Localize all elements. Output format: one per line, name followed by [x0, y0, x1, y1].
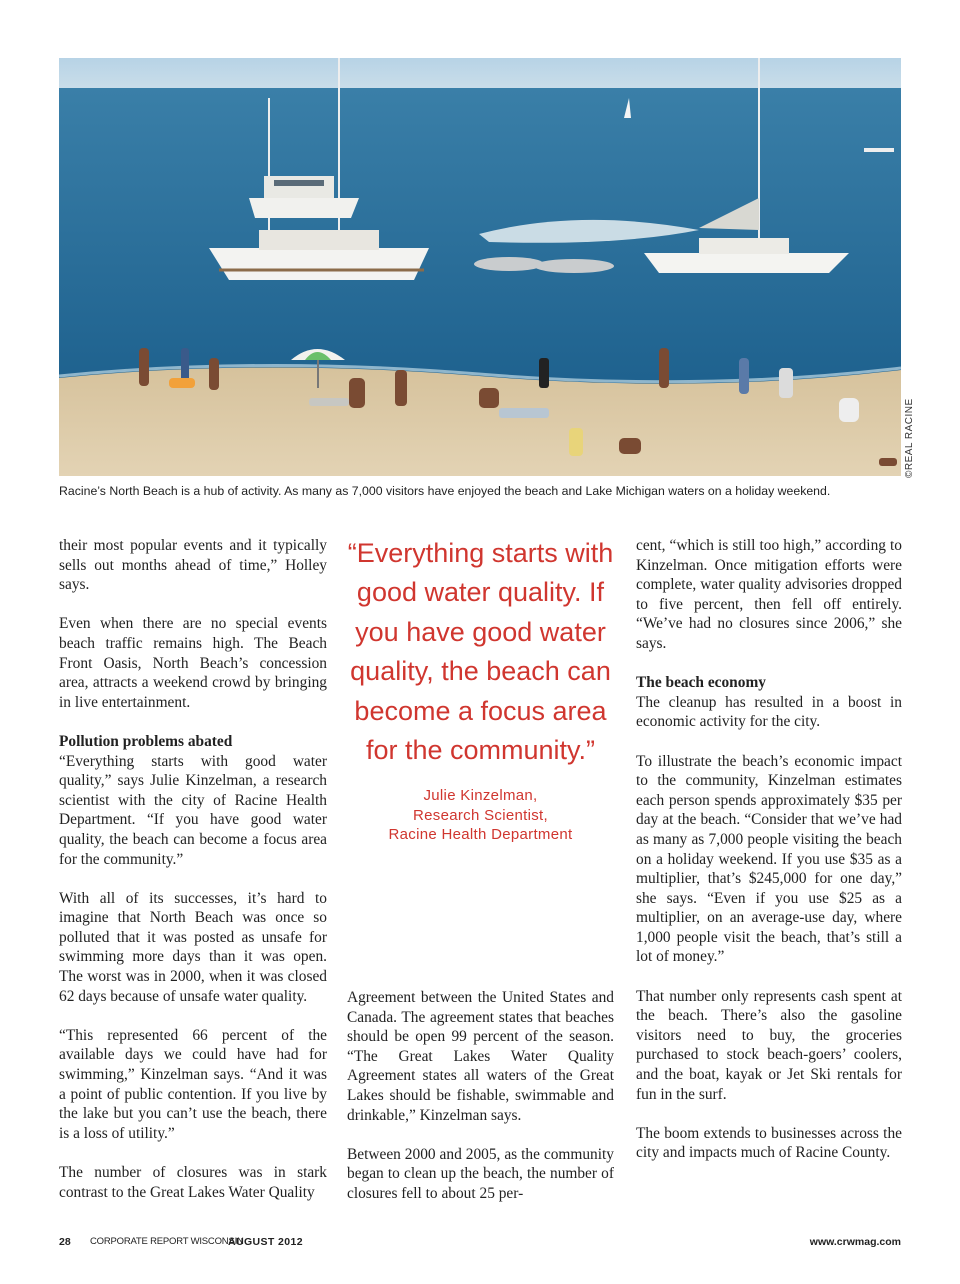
paragraph: The number of closures was in stark contrast to the Great Lakes Water Quality	[59, 1164, 327, 1201]
section-heading: Pollution problems abated	[59, 732, 233, 750]
paragraph: “This represented 66 percent of the available days we could have had for swimming,” Kinzelman says. “And it was a point of public contention. If you live by the lake but you can’t use the beach, there is a loss of utility.”	[59, 1026, 327, 1142]
paragraph: Between 2000 and 2005, as the community began to clean up the beach, the number of closures fell to about 25 per-	[347, 1145, 614, 1202]
pull-quote	[347, 534, 614, 845]
paragraph: With all of its successes, it’s hard to imagine that North Beach was once so polluted that it was posted as unsafe for swimming more days than it was open. The worst was in 2000, when it was closed 62 days because of unsafe water quality.	[59, 889, 327, 1005]
page-number: 28	[59, 1236, 71, 1248]
paragraph: The cleanup has resulted in a boost in economic activity for the city.	[636, 693, 902, 731]
photo-caption: Racine’s North Beach is a hub of activity. As many as 7,000 visitors have enjoyed the beach and Lake Michigan waters on a holiday weekend.	[59, 484, 831, 498]
article-column-3	[636, 536, 902, 1183]
paragraph: That number only represents cash spent at the beach. There’s also the gasoline visitors need to buy, the groceries purchased to stock beach-goers’ coolers, and the boat, kayak or Jet Ski rentals for fun in the surf.	[636, 987, 902, 1103]
paragraph: To illustrate the beach’s economic impact to the community, Kinzelman estimates each person spends approximately $35 per day at the beach. “Consider that we’ve had as many as 7,000 people visiting the beach on a holiday weekend. If you use $35 as a multiplier, that’s $245,000 for one day,” she says. “Even if you use $25 as a multiplier, on an average-use day, where 1,000 people visit the beach, that’s still a lot of money.”	[636, 752, 902, 966]
beach-photo	[59, 58, 901, 476]
paragraph: “Everything starts with good water quality,” says Julie Kinzelman, a research scientist with the city of Racine Health Department. “If you have good water quality, the beach can become a focus area for the community.”	[59, 752, 327, 868]
pull-quote-text: “Everything starts with good water quality. If you have good water quality, the beach can become a focus area for the community.”	[347, 538, 614, 766]
website-link[interactable]: www.crwmag.com	[809, 1236, 901, 1248]
article-column-2	[347, 988, 614, 1223]
attribution-name: Julie Kinzelman,	[423, 787, 538, 805]
issue-date: AUGUST 2012	[228, 1236, 304, 1248]
section-heading: The beach economy	[636, 674, 766, 692]
paragraph: their most popular events and it typically sells out months ahead of time,” Holley says.	[59, 537, 327, 594]
magazine-name: CORPORATE REPORT WISCONSIN	[90, 1236, 244, 1247]
attribution-title: Research Scientist,	[413, 806, 548, 824]
beach-illustration	[59, 58, 901, 476]
paragraph: cent, “which is still too high,” according to Kinzelman. Once mitigation efforts were complete, water quality advisories dropped to five percent, then fell off entirely. “We’ve had no closures since 2006,” she says.	[636, 537, 902, 652]
article-column-1	[59, 536, 327, 1222]
pull-quote-attribution	[347, 786, 614, 845]
page-footer	[59, 1236, 901, 1252]
paragraph: Agreement between the United States and Canada. The agreement states that beaches should be open 99 percent of the season. “The Great Lakes Water Quality Agreement states all waters of the Great Lakes should be fishable, swimmable and drinkable,” Kinzelman says.	[347, 989, 614, 1124]
attribution-org: Racine Health Department	[388, 826, 573, 844]
paragraph: The boom extends to businesses across the city and impacts much of Racine County.	[636, 1124, 902, 1162]
paragraph: Even when there are no special events beach traffic remains high. The Beach Front Oasis, North Beach’s concession area, attracts a weekend crowd by bringing in live entertainment.	[59, 615, 327, 711]
photo-credit: ©REAL RACINE	[904, 398, 915, 478]
